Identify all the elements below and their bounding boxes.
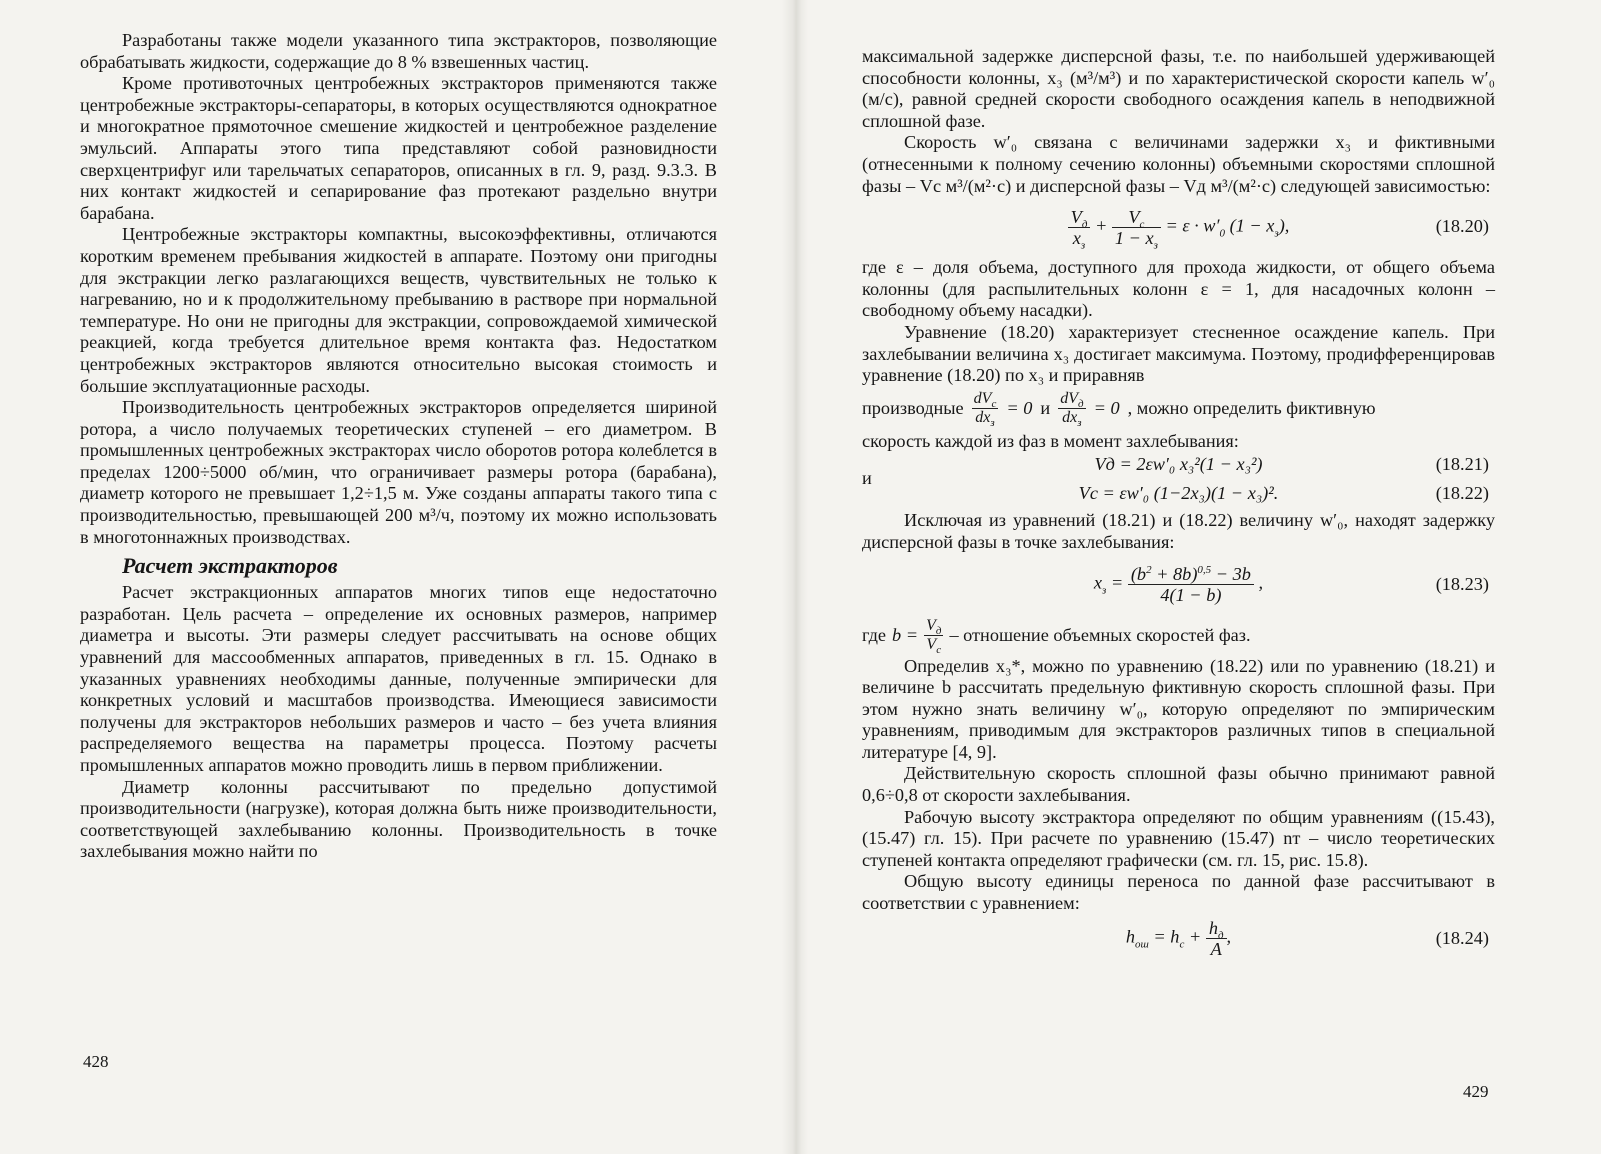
paragraph: Рабочую высоту экстрактора определяют по общим уравнениям ((15.43), (15.47) гл. 15). При расчете по уравнению (15.47) nт – число теоретических ступеней контакта определяют графически (см. гл. 15, рис. 15.8). [862,806,1495,870]
equation-18-22 [862,476,1495,510]
paragraph: максимальной задержке дисперсной фазы, т.е. по наибольшей удерживающей способности колонны, x₃ (м³/м³) и по характеристической скорости капель w′₀ (м/с), равной средней скорости свободного осаждения капель в неподвижной сплошной фазе. [862,46,1495,131]
page-number: 428 [83,1052,109,1071]
equation-18-23: $x_з$ = $\frac{(b^2 + 8b)^{0,5} - 3b}{4(1 - b)}$ , (18.23) [1093,563,1489,605]
section-heading: Расчет экстракторов [122,553,338,579]
paragraph: Разработаны также модели указанного типа экстракторов, позволяющие обрабатывать жидкости, содержащие до 8 % взвешенных частиц. [80,30,717,72]
paragraph: Диаметр колонны рассчитывают по предельно допустимой производительности (нагрузке), которая должна быть ниже производительности, соответствующей захлебыванию колонны. Производительность в точке захлебывания можно найти по [80,776,717,862]
text-fragment: – отношение объемных скоростей фаз. [949,624,1251,645]
paragraph: Действительную скорость сплошной фазы обычно принимают равной 0,6÷0,8 от скорости захлебывания. [862,763,1495,806]
equation-number: (18.24) [1435,927,1489,948]
text-fragment: производные [862,397,964,418]
paragraph: где ε – доля объема, доступного для прохода жидкости, от общего объема колонны (для распылительных колонн ε = 1, для насадочных колонн – свободному объему насадки). [862,257,1495,321]
equation-number: (18.20) [1435,216,1489,237]
equation-18-24: $h_{ош} = h_с$ + $\frac{h_д}{A}$ , (18.24) [1125,918,1489,960]
paragraph: Производительность центробежных экстракторов определяется шириной ротора, а число получаемых теоретических ступеней – его диаметром. В промышленных центробежных экстракторах число оборотов ротора колеблется в пределах 1200÷5000 об/мин, что ограничивает размеры ротора (барабана), диаметр которого не превышает 1,2÷1,5 м. Уже созданы аппараты такого типа с производительностью, превышающей 200 м³/ч, поэтому их можно использовать в многотоннажных производствах. [80,397,717,547]
definition-line: где b = $\frac{V_д}{V_с}$ – отношение объемных скоростей фаз. [862,617,1251,657]
paragraph: Уравнение (18.20) характеризует стесненное осаждение капель. При захлебывании величина x₃ достигает максимума. Поэтому, продифференцировав уравнение (18.20) по x₃ и приравняв [862,321,1495,386]
equation-number: (18.21) [1435,453,1489,474]
equation-text: Vд = 2εw′₀ x₃²(1 − x₃²) [1094,453,1263,474]
paragraph: Центробежные экстракторы компактны, высокоэффективны, отличаются коротким временем пребывания жидкостей в аппарате. Поэтому они пригодны для экстракции легко разлагающихся веществ, чувствительных не только к нагреванию, но и к продолжительному пребыванию в растворе при нормальной температуре. Но они не пригодны для экстракции, сопровождаемой химической реакцией, когда требуется длительное время контакта фаз. Недостатком центробежных экстракторов являются относительно высокая стоимость и большие эксплуатационные расходы. [80,224,717,396]
book-gutter [782,0,808,1154]
page-number: 429 [1463,1082,1489,1101]
equation-text: Vс = εw′₀ (1−2x₃)(1 − x₃)². [1078,482,1279,503]
paragraph: Исключая из уравнений (18.21) и (18.22) величину w′₀, находят задержку дисперсной фазы в точке захлебывания: [862,510,1495,552]
text-fragment: где [862,624,887,645]
equation-18-21 [862,452,1495,476]
paragraph: Определив x₃*, можно по уравнению (18.22) или по уравнению (18.21) и величине b рассчитать предельную фиктивную скорость сплошной фазы. При этом нужно знать величину w′₀, которую определяют по эмпирическим уравнениям, приводимым для экстракторов различных типов в специальной литературе [4, 9]. [862,655,1495,762]
paragraph: Общую высоту единицы переноса по данной фазе рассчитывают в соответствии с уравнением: [862,871,1495,914]
conjunction: и [862,468,872,489]
paragraph: Расчет экстракционных аппаратов многих типов еще недостаточно разработан. Цель расчета – определение их основных размеров, например диаметра и высоты. Эти размеры следует рассчитывать на основе общих уравнений для массообменных аппаратов, приведенных в гл. 15. Однако в указанных уравнениях необходимы данные, полученные эмпирически для конкретных условий и масштабов производства. Имеющиеся зависимости получены для экстракторов небольших размеров и часто – без учета влияния распределяемого вещества на параметры процесса. Поэтому расчеты промышленных аппаратов можно проводить лишь в первом приближении. [80,582,717,775]
equation-18-20: $\frac{V_д}{x_з}$ + $\frac{V_с}{1 - x_з}$ = $\varepsilon \cdot w'_0$ $(1 - x_з)$, (18.20) [862,197,1495,257]
text-fragment: и [1040,397,1051,418]
left-page [80,0,717,1154]
equation-number: (18.22) [1435,482,1489,503]
derivative-line: производные $\frac{dV_с}{dx_з}$ = 0 и $\frac{dV_д}{dx_з}$ = 0 , можно определить фиктивную [862,390,1376,430]
right-page [862,0,1495,1154]
paragraph: Кроме противоточных центробежных экстракторов применяются также центробежные экстракторы-сепараторы, в которых осуществляются однократное и многократное прямоточное смешение жидкостей и центробежное разделение эмульсий. Аппараты этого типа представляют собой разновидности сверхцентрифуг или тарельчатых сепараторов, описанных в гл. 9, разд. 9.3.3. В них контакт жидкостей и сепарирование фаз протекают раздельно внутри барабана. [80,73,717,223]
equation-number: (18.23) [1435,573,1489,594]
text-fragment: , можно определить фиктивную [1127,397,1376,418]
paragraph: скорость каждой из фаз в момент захлебывания: [862,430,1239,451]
paragraph: Скорость w′₀ связана с величинами задержки x₃ и фиктивными (отнесенными к полному сечению колонны) объемными скоростями сплошной фазы – Vс м³/(м²·с) и дисперсной фазы – Vд м³/(м²·с) следующей зависимостью: [862,132,1495,196]
